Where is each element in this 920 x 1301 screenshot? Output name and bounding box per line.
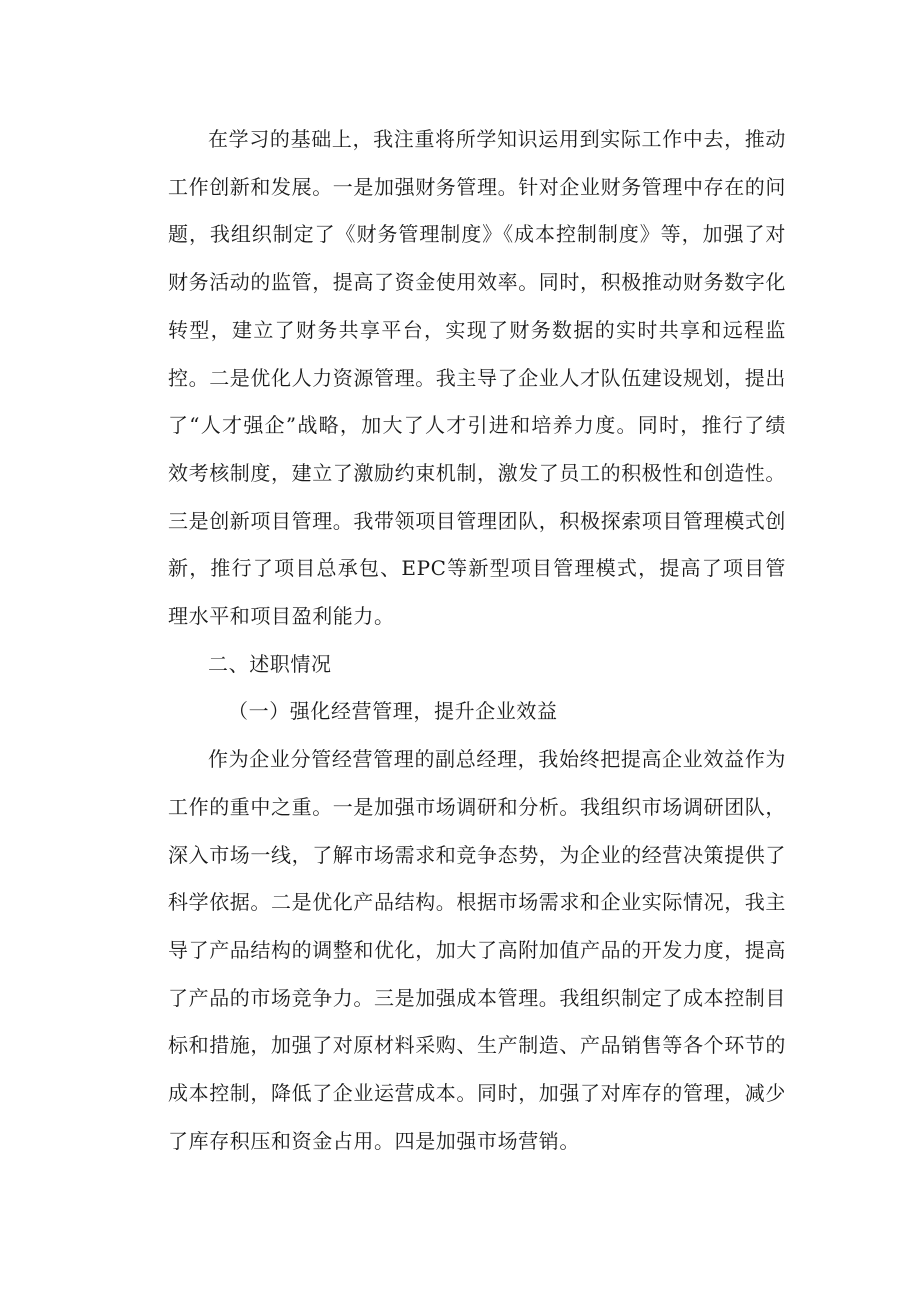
paragraph-business-efficiency: 作为企业分管经营管理的副总经理，我始终把提高企业效益作为工作的重中之重。一是加强市场调研和分析。我组织市场调研团队，深入市场一线，了解市场需求和竞争态势，为企业的经营决策提供了科学依据。二是优化产品结构。根据市场需求和企业实际情况，我主导了产品结构的调整和优化，加大了高附加值产品的开发力度，提高了产品的市场竞争力。三是加强成本管理。我组织制定了成本控制目标和措施，加强了对原材料采购、生产制造、产品销售等各个环节的成本控制，降低了企业运营成本。同时，加强了对库存的管理，减少了库存积压和资金占用。四是加强市场营销。 (168, 747, 786, 1153)
section-heading-duty-report: 二、述职情况 (208, 651, 332, 676)
subsection-heading-business-management: （一）强化经营管理，提升企业效益 (228, 699, 558, 724)
document-body (168, 116, 786, 1165)
paragraph-practice-application: 在学习的基础上，我注重将所学知识运用到实际工作中去，推动工作创新和发展。一是加强财务管理。针对企业财务管理中存在的问题，我组织制定了《财务管理制度》《成本控制制度》等，加强了对财务活动的监管，提高了资金使用效率。同时，积极推动财务数字化转型，建立了财务共享平台，实现了财务数据的实时共享和远程监控。二是优化人力资源管理。我主导了企业人才队伍建设规划，提出了“人才强企”战略，加大了人才引进和培养力度。同时，推行了绩效考核制度，建立了激励约束机制，激发了员工的积极性和创造性。三是创新项目管理。我带领项目管理团队，积极探索项目管理模式创新，推行了项目总承包、EPC等新型项目管理模式，提高了项目管理水平和项目盈利能力。 (168, 127, 786, 629)
